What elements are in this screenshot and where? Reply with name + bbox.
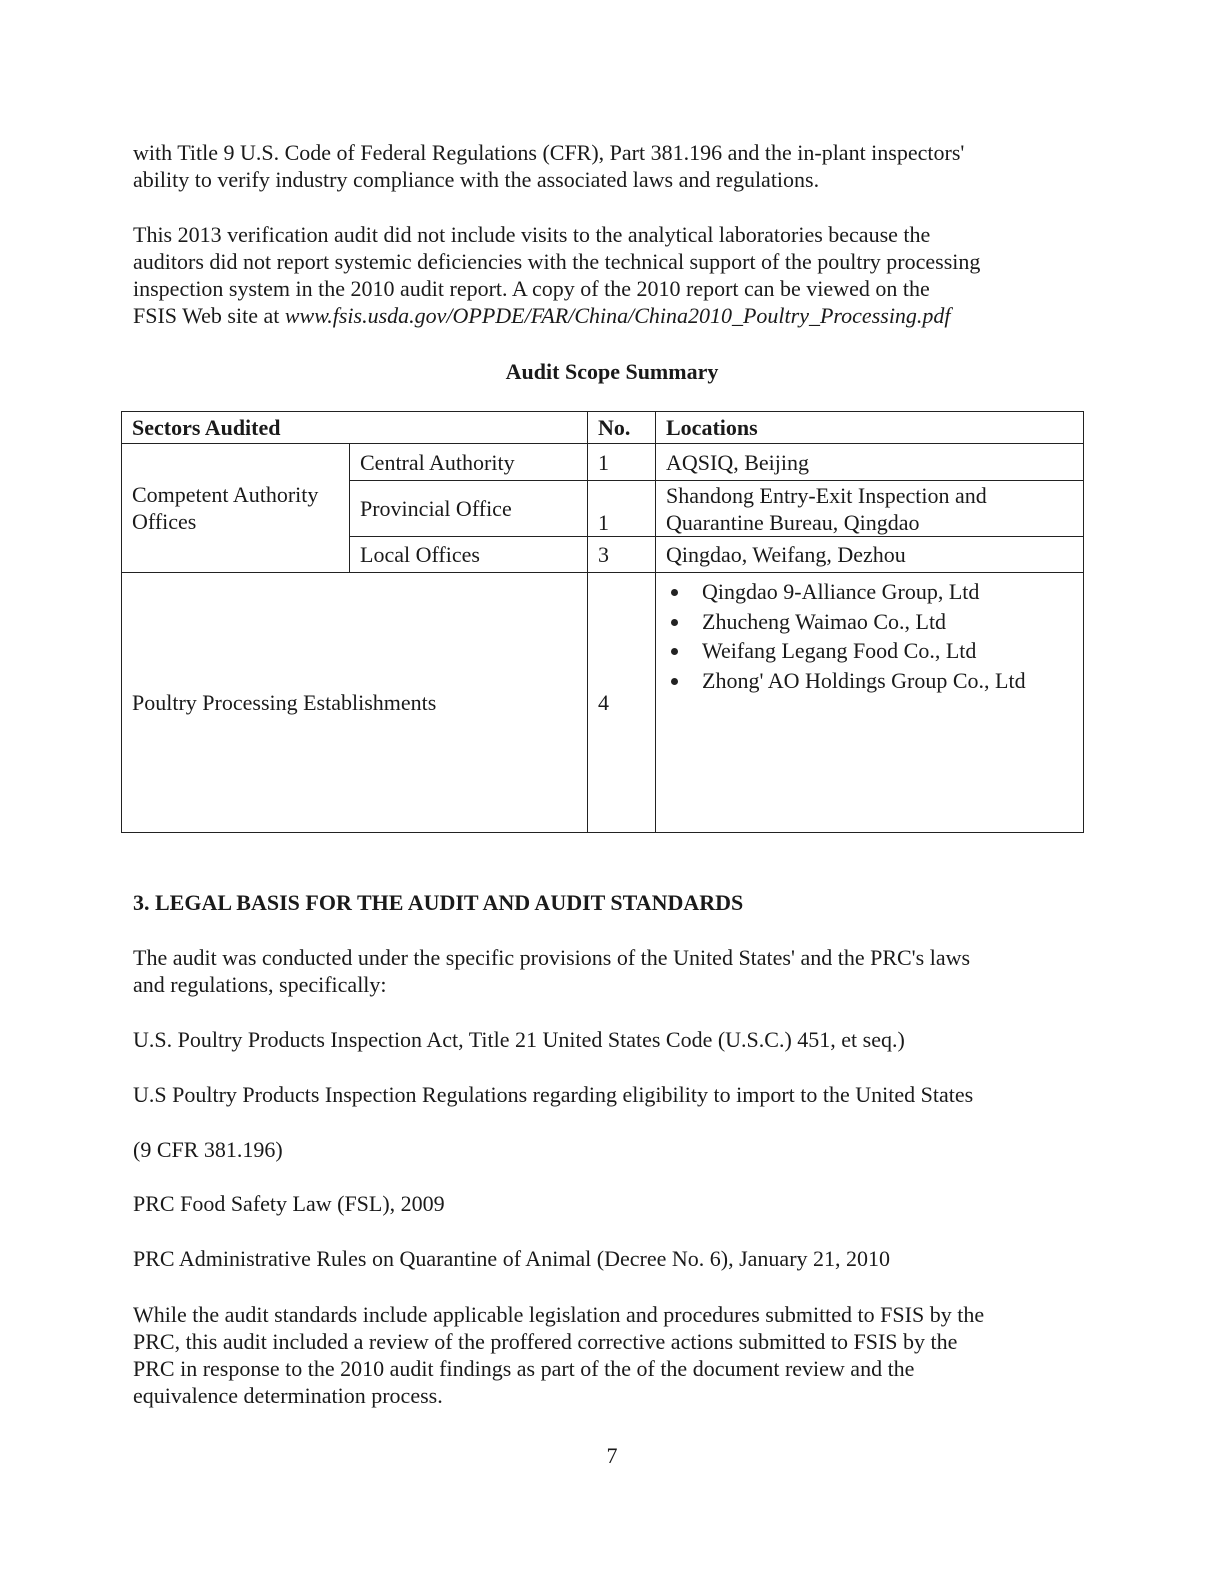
text-line: equivalence determination process. bbox=[133, 1383, 443, 1408]
text-line: This 2013 verification audit did not include visits to the analytical laboratories because the bbox=[133, 222, 931, 247]
page-number: 7 bbox=[606, 1443, 618, 1468]
report-url-link[interactable]: www.fsis.usda.gov/OPPDE/FAR/China/China2010_Poultry_Processing.pdf bbox=[284, 303, 951, 328]
audit-scope-table bbox=[121, 411, 1084, 833]
competent-authority-label: Offices bbox=[132, 509, 197, 534]
table-header-row bbox=[122, 412, 1084, 444]
text-line: PRC, this audit included a review of the proffered corrective actions submitted to FSIS by the bbox=[133, 1329, 958, 1354]
location-cell bbox=[656, 481, 1084, 537]
competent-authority-label: Competent Authority bbox=[132, 482, 319, 507]
text-line: PRC in response to the 2010 audit findings as part of the of the document review and the bbox=[133, 1356, 915, 1381]
text-line: inspection system in the 2010 audit report. A copy of the 2010 report can be viewed on the bbox=[133, 276, 930, 301]
legal-item: (9 CFR 381.196) bbox=[133, 1137, 283, 1162]
intro-paragraph bbox=[133, 139, 1093, 193]
text-line: The audit was conducted under the specific provisions of the United States' and the PRC's laws bbox=[133, 945, 971, 970]
establishments-list-cell bbox=[656, 573, 1084, 833]
table-title: Audit Scope Summary bbox=[505, 359, 719, 384]
count-cell: 1 bbox=[588, 444, 656, 481]
office-cell: Local Offices bbox=[350, 537, 588, 573]
text-line bbox=[133, 302, 1093, 329]
legal-item: PRC Administrative Rules on Quarantine of Animal (Decree No. 6), January 21, 2010 bbox=[133, 1246, 891, 1271]
establishments-list bbox=[666, 573, 1073, 695]
location-cell: AQSIQ, Beijing bbox=[656, 444, 1084, 481]
legal-item: PRC Food Safety Law (FSL), 2009 bbox=[133, 1191, 445, 1216]
location-cell: Qingdao, Weifang, Dezhou bbox=[656, 537, 1084, 573]
url-prefix: FSIS Web site at bbox=[133, 303, 285, 328]
text-line: While the audit standards include applicable legislation and procedures submitted to FSIS by the bbox=[133, 1302, 985, 1327]
count-cell: 1 bbox=[588, 481, 656, 537]
establishments-label-cell: Poultry Processing Establishments bbox=[122, 573, 588, 833]
list-item: Qingdao 9-Alliance Group, Ltd bbox=[666, 577, 1073, 607]
text-line: auditors did not report systemic deficiencies with the technical support of the poultry processing bbox=[133, 249, 981, 274]
location-line: Shandong Entry-Exit Inspection and bbox=[666, 482, 987, 508]
text-line: with Title 9 U.S. Code of Federal Regulations (CFR), Part 381.196 and the in-plant inspectors' bbox=[133, 140, 965, 165]
office-cell: Provincial Office bbox=[350, 481, 588, 537]
header-sectors-audited: Sectors Audited bbox=[122, 412, 588, 444]
header-no: No. bbox=[588, 412, 656, 444]
text-line: ability to verify industry compliance with the associated laws and regulations. bbox=[133, 167, 820, 192]
legal-item: U.S. Poultry Products Inspection Act, Title 21 United States Code (U.S.C.) 451, et seq.) bbox=[133, 1027, 905, 1052]
section-intro-paragraph bbox=[133, 944, 1093, 998]
table-row bbox=[122, 573, 1084, 833]
table-row bbox=[122, 444, 1084, 481]
list-item: Zhong' AO Holdings Group Co., Ltd bbox=[666, 666, 1073, 696]
text-line: and regulations, specifically: bbox=[133, 972, 387, 997]
location-line: Quarantine Bureau, Qingdao bbox=[666, 509, 920, 535]
lab-paragraph bbox=[133, 221, 1093, 329]
competent-authority-cell bbox=[122, 444, 350, 573]
legal-item: U.S Poultry Products Inspection Regulations regarding eligibility to import to the United States bbox=[133, 1082, 974, 1107]
count-cell: 3 bbox=[588, 537, 656, 573]
office-cell: Central Authority bbox=[350, 444, 588, 481]
count-cell: 4 bbox=[588, 573, 656, 833]
list-item: Zhucheng Waimao Co., Ltd bbox=[666, 607, 1073, 637]
header-locations: Locations bbox=[656, 412, 1084, 444]
list-item: Weifang Legang Food Co., Ltd bbox=[666, 636, 1073, 666]
closing-paragraph bbox=[133, 1301, 1093, 1409]
section-heading: 3. LEGAL BASIS FOR THE AUDIT AND AUDIT STANDARDS bbox=[133, 890, 744, 915]
